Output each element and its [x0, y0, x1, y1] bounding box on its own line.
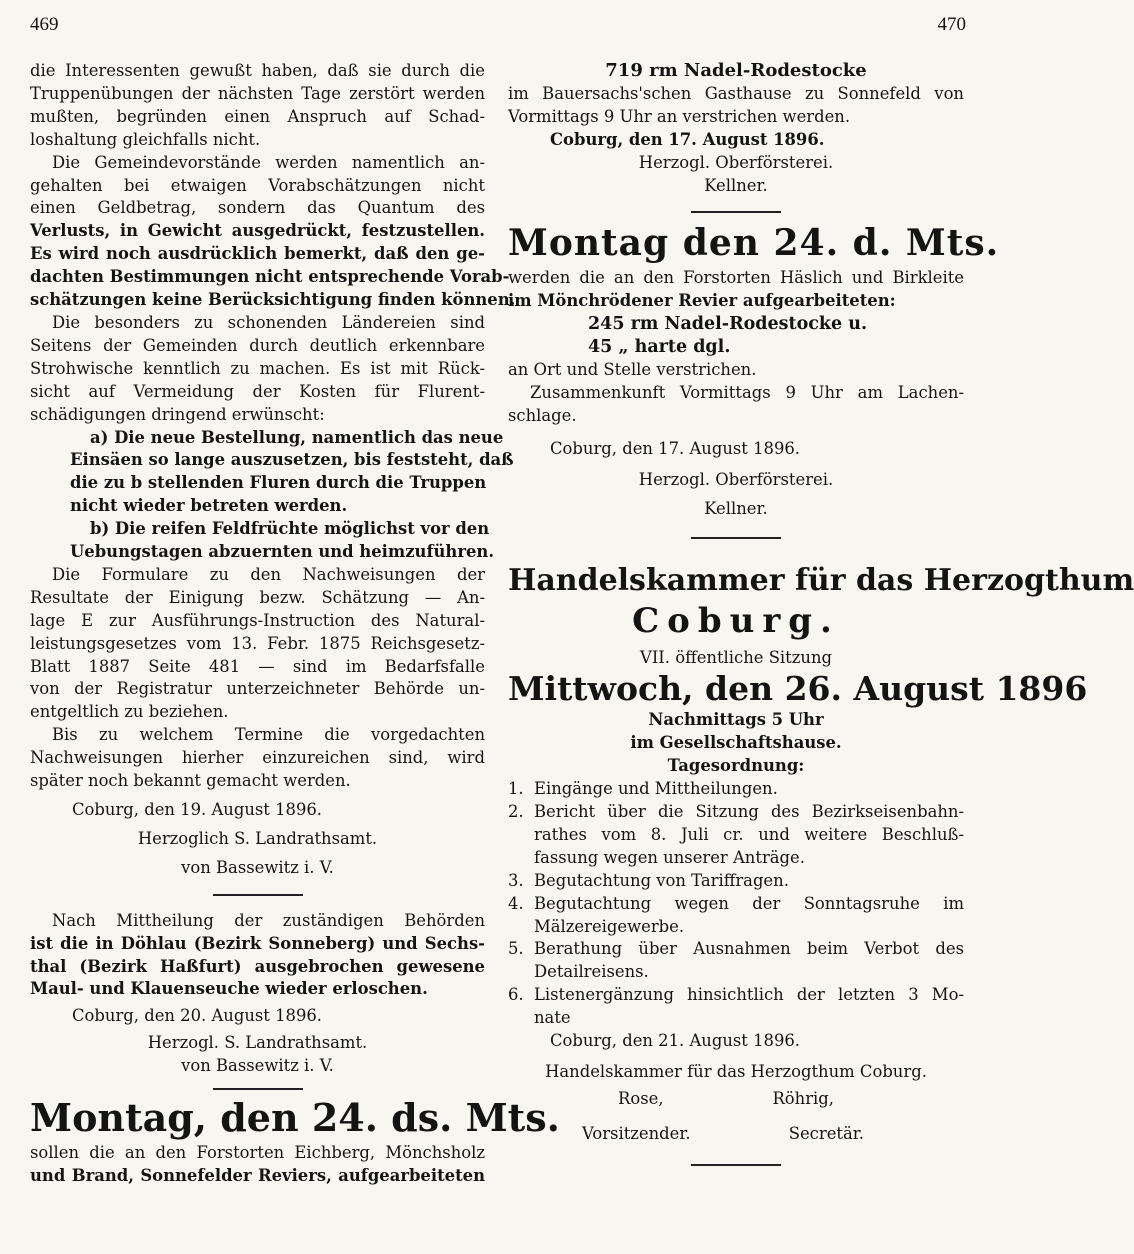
text-line: lage E zur Ausführungs-Instruction des Natural-	[30, 610, 485, 630]
text-line: Detailreisens.	[534, 962, 649, 982]
signature-office: Herzogl. Oberförsterei.	[638, 469, 834, 489]
signature-name: von Bassewitz i. V.	[181, 857, 334, 877]
text-line: Zusammenkunft Vormittags 9 Uhr am Lachen-	[530, 382, 964, 402]
text-line: gehalten bei etwaigen Vorabschätzungen nicht	[30, 175, 485, 195]
text-line: b) Die reifen Feldfrüchte möglichst vor den	[90, 519, 490, 539]
text-line: Truppenübungen der nächsten Tage zerstört werden	[30, 83, 485, 103]
agenda-item	[508, 938, 964, 984]
text-line: Bis zu welchem Termine die vorgedachten	[52, 725, 485, 745]
signature-name: Rose,	[618, 1088, 664, 1108]
wood-line: 45 „ harte dgl.	[588, 337, 731, 358]
text-line: Listenergänzung hinsichtlich der letzten 3 Mo-	[534, 985, 964, 1005]
text-line: Die besonders zu schonenden Ländereien sind	[52, 312, 485, 332]
signature-name: von Bassewitz i. V.	[181, 1056, 334, 1076]
text-line: schädigungen dringend erwünscht:	[30, 404, 325, 424]
wood-line: 245 rm Nadel-Rodestocke u.	[588, 314, 868, 335]
signature-name: Kellner.	[704, 175, 768, 195]
text-line: die Interessenten gewußt haben, daß sie durch die	[30, 61, 485, 80]
signature-block	[508, 1030, 964, 1146]
paragraph	[30, 910, 485, 1002]
text-line: entgeltlich zu beziehen.	[30, 702, 229, 722]
text-line: im Bauersachs'schen Gasthause zu Sonnefeld von	[508, 83, 964, 103]
divider	[213, 894, 303, 896]
agenda-text	[534, 893, 964, 939]
agenda-text	[534, 870, 964, 893]
paragraph	[30, 564, 485, 724]
text-line: im Mönchrödener Revier aufgearbeiteten:	[508, 291, 896, 311]
agenda-label: Tagesordnung:	[667, 756, 805, 776]
agenda-item	[508, 778, 964, 801]
text-line: nicht wieder betreten werden.	[70, 496, 348, 516]
paragraph	[508, 359, 964, 428]
text-line: schätzungen keine Berücksichtigung finden können.	[30, 290, 516, 310]
text-line: loshaltung gleichfalls nicht.	[30, 129, 261, 149]
text-line: Strohwische kenntlich zu machen. Es ist mit Rück-	[30, 358, 485, 378]
list-item-a	[30, 427, 514, 519]
text-line: Die Gemeindevorstände werden namentlich an-	[52, 152, 485, 172]
text-line: Verlusts, in Gewicht ausgedrückt, festzustellen.	[30, 221, 485, 241]
text-line: die zu b stellenden Fluren durch die Truppen	[70, 473, 487, 493]
page-number-right: 470	[937, 14, 966, 35]
agenda-number: 1.	[508, 779, 524, 799]
text-line: Uebungstagen abzuernten und heimzuführen.	[70, 542, 495, 562]
text-line: thal (Bezirk Haßfurt) ausgebrochen gewesene	[30, 956, 485, 976]
agenda-text	[534, 778, 964, 801]
divider	[691, 537, 781, 539]
signature-office: Herzoglich S. Landrathsamt.	[137, 828, 378, 848]
signature-date: Coburg, den 20. August 1896.	[72, 1006, 323, 1026]
text-line: und Brand, Sonnefelder Reviers, aufgearbeiteten	[30, 1165, 485, 1185]
right-column	[508, 60, 1134, 1166]
text-line: nate	[534, 1008, 571, 1028]
paragraph	[30, 60, 485, 152]
agenda-list	[508, 778, 964, 1030]
text-line: Eingänge und Mittheilungen.	[534, 779, 778, 799]
text-line: fassung wegen unserer Anträge.	[534, 847, 805, 867]
text-line: a) Die neue Bestellung, namentlich das neue	[90, 427, 504, 447]
agenda-number: 4.	[508, 893, 524, 913]
agenda-text	[534, 801, 964, 870]
text-line: rathes vom 8. Juli cr. und weitere Beschluß-	[534, 824, 964, 844]
agenda-number: 3.	[508, 870, 524, 890]
agenda-number: 2.	[508, 802, 524, 822]
text-line: an Ort und Stelle verstrichen.	[508, 360, 757, 380]
signature-office: Herzogl. Oberförsterei.	[638, 152, 834, 172]
text-line: von der Registratur unterzeichneter Behörde un-	[30, 679, 485, 699]
text-line: Einsäen so lange auszusetzen, bis feststeht, daß	[70, 450, 514, 470]
paragraph	[508, 267, 964, 313]
signature-roles	[508, 1111, 964, 1146]
session-date: Mittwoch, den 26. August 1896	[508, 669, 1088, 709]
signature-block	[508, 129, 964, 198]
list-item-b	[30, 518, 495, 564]
text-line: Seitens der Gemeinden durch deutlich erkennbare	[30, 335, 485, 355]
agenda-item	[508, 984, 964, 1030]
signature-role: Secretär.	[788, 1123, 864, 1143]
paragraph	[30, 312, 485, 427]
signature-date: Coburg, den 17. August 1896.	[550, 438, 801, 458]
agenda-number: 5.	[508, 939, 524, 959]
signature-date: Coburg, den 19. August 1896.	[72, 800, 323, 819]
wood-heading: 719 rm Nadel-Rodestocke	[605, 60, 867, 81]
text-line: Blatt 1887 Seite 481 — sind im Bedarfsfalle	[30, 656, 485, 676]
text-line: Berathung über Ausnahmen beim Verbot des	[534, 939, 964, 959]
text-line: Die Formulare zu den Nachweisungen der	[52, 564, 485, 584]
divider	[691, 1164, 781, 1166]
signature-block	[30, 1005, 485, 1078]
text-line: Nach Mittheilung der zuständigen Behörden	[52, 910, 485, 930]
text-line: Maul- und Klauenseuche wieder erloschen.	[30, 979, 428, 999]
signature-office: Handelskammer für das Herzogthum Coburg.	[545, 1062, 927, 1081]
signature-date: Coburg, den 17. August 1896.	[550, 129, 825, 149]
text-line: Mälzereigewerbe.	[534, 916, 685, 936]
agenda-item	[508, 801, 964, 870]
agenda-item	[508, 870, 964, 893]
agenda-text	[534, 938, 964, 984]
text-line: sollen die an den Forstorten Eichberg, Mönchsholz	[30, 1143, 485, 1163]
signature-names	[508, 1084, 964, 1111]
paragraph	[30, 152, 516, 312]
paragraph	[30, 1142, 485, 1188]
session-title: VII. öffentliche Sitzung	[640, 647, 832, 667]
text-line: ist die in Döhlau (Bezirk Sonneberg) und Sechs-	[30, 933, 485, 953]
signature-name: Kellner.	[704, 498, 768, 518]
signature-role: Vorsitzender.	[582, 1123, 691, 1143]
chamber-title: Handelskammer für das Herzogthum	[508, 562, 1134, 598]
session-place: im Gesellschaftshause.	[630, 733, 842, 753]
text-line: sicht auf Vermeidung der Kosten für Flurent-	[30, 381, 485, 401]
text-line: Begutachtung wegen der Sonntagsruhe im	[534, 893, 964, 913]
signature-block	[508, 438, 964, 521]
text-line: Vormittags 9 Uhr an verstrichen werden.	[508, 106, 851, 126]
heading-montag: Montag, den 24. ds. Mts.	[30, 1095, 560, 1141]
text-line: Begutachtung von Tariffragen.	[534, 870, 789, 890]
paragraph	[508, 83, 964, 129]
agenda-number: 6.	[508, 985, 524, 1005]
text-line: dachten Bestimmungen nicht entsprechende Vorab-	[30, 267, 510, 287]
signature-name: Röhrig,	[772, 1088, 834, 1108]
agenda-text	[534, 984, 964, 1030]
text-line: Nachweisungen hierher einzureichen sind, wird	[30, 748, 485, 768]
text-line: schlage.	[508, 405, 577, 425]
text-line: Resultate der Einigung bezw. Schätzung — An-	[30, 587, 485, 607]
signature-block	[30, 799, 485, 880]
agenda-item	[508, 893, 964, 939]
divider	[213, 1088, 303, 1090]
heading-montag: Montag den 24. d. Mts.	[508, 222, 1000, 265]
chamber-city: Coburg.	[632, 600, 840, 641]
text-line: einen Geldbetrag, sondern das Quantum des	[30, 198, 485, 218]
paragraph	[30, 724, 485, 793]
page-number-left: 469	[30, 14, 59, 35]
text-line: mußten, begründen einen Anspruch auf Schad-	[30, 106, 485, 126]
text-line: später noch bekannt gemacht werden.	[30, 771, 351, 791]
text-line: Bericht über die Sitzung des Bezirkseisenbahn-	[534, 802, 964, 822]
session-time: Nachmittags 5 Uhr	[648, 710, 824, 730]
signature-office: Herzogl. S. Landrathsamt.	[147, 1033, 368, 1053]
text-line: Es wird noch ausdrücklich bemerkt, daß den ge-	[30, 244, 485, 264]
divider	[691, 211, 781, 213]
text-line: leistungsgesetzes vom 13. Febr. 1875 Reichsgesetz-	[30, 633, 485, 653]
signature-date: Coburg, den 21. August 1896.	[550, 1031, 801, 1051]
text-line: werden die an den Forstorten Häslich und Birkleite	[508, 268, 964, 288]
